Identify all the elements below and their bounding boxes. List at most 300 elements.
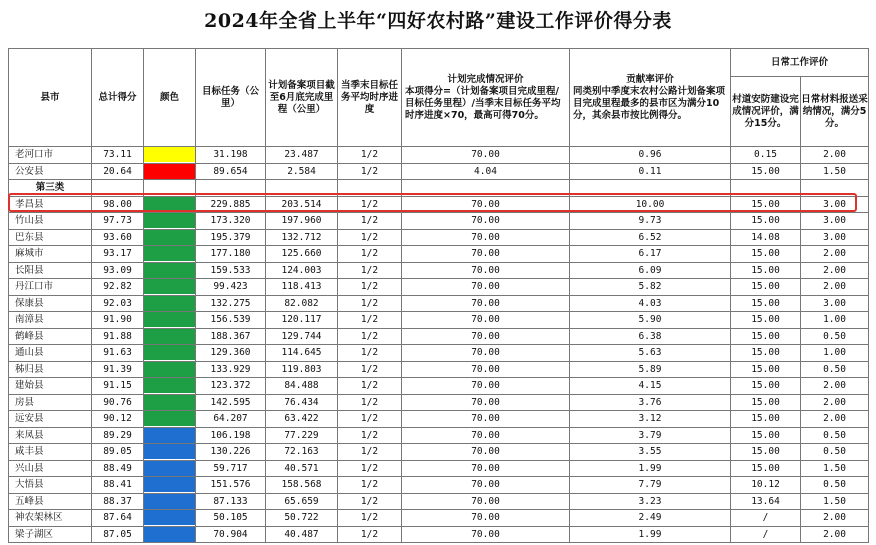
cell-total: 91.63 (92, 345, 144, 362)
color-swatch-fill (144, 510, 195, 525)
cell-material: 2.00 (801, 378, 869, 395)
table-row (9, 229, 869, 246)
cell-safety: 15.00 (731, 246, 801, 263)
header-plan-completion-desc: 本项得分=（计划备案项目完成里程/目标任务里程）/当季末目标任务平均时序进度×70，最高可得70分。 (405, 85, 561, 121)
cell-safety: / (731, 510, 801, 527)
cell-target: 156.539 (196, 312, 266, 329)
color-swatch-fill (144, 312, 195, 327)
cell-target: 151.576 (196, 477, 266, 494)
cell-done: 158.568 (266, 477, 338, 494)
cell-plan: 70.00 (402, 493, 570, 510)
cell-plan: 70.00 (402, 213, 570, 230)
cell-prog: 1/2 (338, 444, 402, 461)
cell-safety: 15.00 (731, 196, 801, 213)
cell-name: 通山县 (9, 345, 92, 362)
cell-plan: 4.04 (402, 163, 570, 180)
cell-plan: 70.00 (402, 394, 570, 411)
cell-name: 南漳县 (9, 312, 92, 329)
cell-prog: 1/2 (338, 477, 402, 494)
cell-safety: 15.00 (731, 460, 801, 477)
cell-prog: 1/2 (338, 196, 402, 213)
cell-done: 82.082 (266, 295, 338, 312)
cell-plan: 70.00 (402, 229, 570, 246)
cell-contrib: 4.15 (570, 378, 731, 395)
color-swatch (144, 526, 196, 543)
color-swatch-fill (144, 164, 195, 179)
section-row (9, 180, 869, 197)
cell-done: 132.712 (266, 229, 338, 246)
cell-material: 3.00 (801, 196, 869, 213)
cell-plan: 70.00 (402, 526, 570, 543)
cell-plan: 70.00 (402, 427, 570, 444)
cell-contrib: 0.11 (570, 163, 731, 180)
cell-prog: 1/2 (338, 411, 402, 428)
cell-prog: 1/2 (338, 493, 402, 510)
cell-contrib: 7.79 (570, 477, 731, 494)
cell-material: 0.50 (801, 361, 869, 378)
color-swatch-fill (144, 461, 195, 476)
cell-plan: 70.00 (402, 361, 570, 378)
cell-material: 3.00 (801, 213, 869, 230)
cell-name: 长阳县 (9, 262, 92, 279)
cell-total: 89.29 (92, 427, 144, 444)
color-swatch-fill (144, 494, 195, 509)
cell-contrib: 5.90 (570, 312, 731, 329)
color-swatch-fill (144, 213, 195, 228)
cell-target: 195.379 (196, 229, 266, 246)
table-header (9, 49, 869, 147)
cell-contrib: 3.23 (570, 493, 731, 510)
color-swatch-fill (144, 444, 195, 459)
cell-safety: 15.00 (731, 312, 801, 329)
cell-plan: 70.00 (402, 295, 570, 312)
cell-material: 2.00 (801, 411, 869, 428)
cell-safety: 15.00 (731, 279, 801, 296)
color-swatch-fill (144, 395, 195, 410)
cell-safety: / (731, 526, 801, 543)
cell-name: 大悟县 (9, 477, 92, 494)
cell-contrib: 4.03 (570, 295, 731, 312)
cell-target: 229.885 (196, 196, 266, 213)
color-swatch (144, 378, 196, 395)
table-row (9, 411, 869, 428)
cell-done: 197.960 (266, 213, 338, 230)
color-swatch-fill (144, 263, 195, 278)
cell-plan: 70.00 (402, 444, 570, 461)
cell-contrib: 0.96 (570, 147, 731, 164)
cell-done: 40.571 (266, 460, 338, 477)
cell-done: 2.584 (266, 163, 338, 180)
cell-safety: 15.00 (731, 361, 801, 378)
empty-cell (144, 180, 196, 197)
cell-safety: 15.00 (731, 328, 801, 345)
cell-target: 50.105 (196, 510, 266, 527)
cell-safety: 14.08 (731, 229, 801, 246)
header-quarter-progress: 当季末目标任务平均时序进度 (338, 49, 402, 147)
cell-name: 公安县 (9, 163, 92, 180)
cell-total: 98.00 (92, 196, 144, 213)
color-swatch (144, 213, 196, 230)
cell-plan: 70.00 (402, 312, 570, 329)
cell-done: 129.744 (266, 328, 338, 345)
cell-contrib: 6.38 (570, 328, 731, 345)
cell-material: 2.00 (801, 246, 869, 263)
cell-plan: 70.00 (402, 196, 570, 213)
cell-plan: 70.00 (402, 510, 570, 527)
cell-done: 72.163 (266, 444, 338, 461)
cell-material: 2.00 (801, 279, 869, 296)
cell-target: 106.198 (196, 427, 266, 444)
cell-target: 99.423 (196, 279, 266, 296)
cell-prog: 1/2 (338, 394, 402, 411)
header-plan-completion (402, 49, 570, 147)
cell-plan: 70.00 (402, 246, 570, 263)
table-row (9, 262, 869, 279)
cell-plan: 70.00 (402, 477, 570, 494)
color-swatch (144, 427, 196, 444)
cell-contrib: 3.76 (570, 394, 731, 411)
cell-contrib: 6.52 (570, 229, 731, 246)
color-swatch (144, 394, 196, 411)
cell-prog: 1/2 (338, 163, 402, 180)
cell-total: 20.64 (92, 163, 144, 180)
color-swatch (144, 345, 196, 362)
color-swatch (144, 163, 196, 180)
empty-cell (402, 180, 570, 197)
table-row (9, 196, 869, 213)
cell-prog: 1/2 (338, 279, 402, 296)
cell-contrib: 3.12 (570, 411, 731, 428)
color-swatch-fill (144, 246, 195, 261)
cell-done: 120.117 (266, 312, 338, 329)
header-target-task: 目标任务（公里） (196, 49, 266, 147)
cell-total: 92.82 (92, 279, 144, 296)
cell-target: 133.929 (196, 361, 266, 378)
cell-prog: 1/2 (338, 427, 402, 444)
cell-target: 188.367 (196, 328, 266, 345)
page-title: 2024年全省上半年“四好农村路”建设工作评价得分表 (204, 10, 672, 32)
cell-total: 88.41 (92, 477, 144, 494)
cell-done: 125.660 (266, 246, 338, 263)
cell-contrib: 6.17 (570, 246, 731, 263)
cell-name: 老河口市 (9, 147, 92, 164)
cell-safety: 0.15 (731, 147, 801, 164)
cell-safety: 13.64 (731, 493, 801, 510)
cell-name: 建始县 (9, 378, 92, 395)
cell-name: 丹江口市 (9, 279, 92, 296)
cell-safety: 15.00 (731, 213, 801, 230)
color-swatch (144, 312, 196, 329)
cell-total: 93.60 (92, 229, 144, 246)
table-row (9, 493, 869, 510)
color-swatch (144, 262, 196, 279)
color-swatch-fill (144, 329, 195, 344)
cell-material: 2.00 (801, 262, 869, 279)
cell-safety: 15.00 (731, 345, 801, 362)
cell-prog: 1/2 (338, 213, 402, 230)
cell-prog: 1/2 (338, 328, 402, 345)
cell-contrib: 1.99 (570, 526, 731, 543)
cell-total: 91.88 (92, 328, 144, 345)
cell-total: 93.17 (92, 246, 144, 263)
cell-target: 59.717 (196, 460, 266, 477)
cell-contrib: 3.79 (570, 427, 731, 444)
cell-plan: 70.00 (402, 345, 570, 362)
header-contribution-desc: 同类别中季度末农村公路计划备案项目完成里程最多的县市区为满分10分，其余县市按比例得分。 (573, 85, 726, 121)
cell-plan: 70.00 (402, 378, 570, 395)
color-swatch-fill (144, 147, 195, 162)
score-table (8, 48, 869, 543)
cell-done: 63.422 (266, 411, 338, 428)
cell-total: 89.05 (92, 444, 144, 461)
cell-contrib: 5.89 (570, 361, 731, 378)
cell-material: 2.00 (801, 526, 869, 543)
cell-material: 3.00 (801, 295, 869, 312)
cell-prog: 1/2 (338, 295, 402, 312)
cell-prog: 1/2 (338, 262, 402, 279)
cell-contrib: 10.00 (570, 196, 731, 213)
cell-target: 31.198 (196, 147, 266, 164)
cell-name: 孝昌县 (9, 196, 92, 213)
cell-contrib: 1.99 (570, 460, 731, 477)
cell-contrib: 2.49 (570, 510, 731, 527)
cell-target: 70.904 (196, 526, 266, 543)
cell-name: 保康县 (9, 295, 92, 312)
cell-target: 87.133 (196, 493, 266, 510)
color-swatch-fill (144, 362, 195, 377)
cell-total: 88.37 (92, 493, 144, 510)
empty-cell (570, 180, 731, 197)
cell-name: 五峰县 (9, 493, 92, 510)
table-row (9, 394, 869, 411)
header-daily-work: 日常工作评价 (731, 49, 869, 77)
cell-target: 89.654 (196, 163, 266, 180)
cell-target: 159.533 (196, 262, 266, 279)
cell-prog: 1/2 (338, 246, 402, 263)
cell-name: 竹山县 (9, 213, 92, 230)
table-row (9, 378, 869, 395)
color-swatch-fill (144, 230, 195, 245)
color-swatch-fill (144, 428, 195, 443)
cell-total: 73.11 (92, 147, 144, 164)
cell-total: 91.15 (92, 378, 144, 395)
cell-done: 40.487 (266, 526, 338, 543)
color-swatch (144, 510, 196, 527)
color-swatch-fill (144, 279, 195, 294)
table-row (9, 510, 869, 527)
cell-done: 23.487 (266, 147, 338, 164)
color-swatch (144, 246, 196, 263)
cell-prog: 1/2 (338, 526, 402, 543)
cell-target: 177.180 (196, 246, 266, 263)
cell-done: 203.514 (266, 196, 338, 213)
cell-name: 神农架林区 (9, 510, 92, 527)
color-swatch (144, 411, 196, 428)
cell-contrib: 5.82 (570, 279, 731, 296)
cell-safety: 15.00 (731, 411, 801, 428)
table-row (9, 361, 869, 378)
cell-plan: 70.00 (402, 279, 570, 296)
cell-target: 142.595 (196, 394, 266, 411)
table-row (9, 147, 869, 164)
cell-name: 巴东县 (9, 229, 92, 246)
empty-cell (92, 180, 144, 197)
cell-contrib: 5.63 (570, 345, 731, 362)
cell-material: 0.50 (801, 444, 869, 461)
table-row (9, 213, 869, 230)
cell-name: 咸丰县 (9, 444, 92, 461)
cell-target: 130.226 (196, 444, 266, 461)
cell-target: 123.372 (196, 378, 266, 395)
cell-total: 91.39 (92, 361, 144, 378)
header-county: 县市 (9, 49, 92, 147)
color-swatch-fill (144, 378, 195, 393)
cell-safety: 15.00 (731, 444, 801, 461)
cell-done: 77.229 (266, 427, 338, 444)
table-row (9, 328, 869, 345)
color-swatch-fill (144, 345, 195, 360)
cell-total: 97.73 (92, 213, 144, 230)
cell-name: 梁子湖区 (9, 526, 92, 543)
cell-contrib: 9.73 (570, 213, 731, 230)
color-swatch-fill (144, 477, 195, 492)
header-contribution (570, 49, 731, 147)
color-swatch (144, 493, 196, 510)
color-swatch (144, 477, 196, 494)
cell-material: 1.00 (801, 345, 869, 362)
cell-safety: 15.00 (731, 262, 801, 279)
color-swatch (144, 279, 196, 296)
cell-name: 秭归县 (9, 361, 92, 378)
cell-done: 124.003 (266, 262, 338, 279)
cell-prog: 1/2 (338, 312, 402, 329)
cell-plan: 70.00 (402, 460, 570, 477)
cell-done: 65.659 (266, 493, 338, 510)
empty-cell (196, 180, 266, 197)
cell-safety: 15.00 (731, 427, 801, 444)
cell-material: 1.50 (801, 493, 869, 510)
cell-done: 118.413 (266, 279, 338, 296)
table-row (9, 279, 869, 296)
cell-safety: 15.00 (731, 163, 801, 180)
table-row (9, 345, 869, 362)
cell-material: 2.00 (801, 147, 869, 164)
cell-material: 1.50 (801, 460, 869, 477)
cell-material: 0.50 (801, 427, 869, 444)
cell-done: 50.722 (266, 510, 338, 527)
cell-plan: 70.00 (402, 147, 570, 164)
cell-prog: 1/2 (338, 345, 402, 362)
color-swatch (144, 229, 196, 246)
cell-total: 90.76 (92, 394, 144, 411)
cell-target: 129.360 (196, 345, 266, 362)
cell-name: 鹤峰县 (9, 328, 92, 345)
header-material: 日常材料报送采纳情况，满分5分。 (801, 77, 869, 147)
cell-target: 132.275 (196, 295, 266, 312)
cell-plan: 70.00 (402, 262, 570, 279)
cell-material: 1.00 (801, 312, 869, 329)
cell-target: 64.207 (196, 411, 266, 428)
table-row (9, 427, 869, 444)
cell-prog: 1/2 (338, 510, 402, 527)
color-swatch (144, 196, 196, 213)
empty-cell (266, 180, 338, 197)
cell-target: 173.320 (196, 213, 266, 230)
cell-done: 114.645 (266, 345, 338, 362)
cell-name: 来凤县 (9, 427, 92, 444)
table-row (9, 312, 869, 329)
cell-material: 2.00 (801, 510, 869, 527)
table-row (9, 295, 869, 312)
table-row (9, 526, 869, 543)
color-swatch-fill (144, 197, 195, 212)
header-contribution-title: 贡献率评价 (626, 73, 674, 85)
header-safety: 村道安防建设完成情况评价，满分15分。 (731, 77, 801, 147)
cell-done: 84.488 (266, 378, 338, 395)
cell-total: 88.49 (92, 460, 144, 477)
cell-contrib: 3.55 (570, 444, 731, 461)
color-swatch-fill (144, 296, 195, 311)
cell-done: 76.434 (266, 394, 338, 411)
cell-material: 0.50 (801, 477, 869, 494)
cell-safety: 10.12 (731, 477, 801, 494)
table-body (9, 147, 869, 543)
table-row (9, 163, 869, 180)
cell-total: 92.03 (92, 295, 144, 312)
cell-name: 远安县 (9, 411, 92, 428)
cell-prog: 1/2 (338, 229, 402, 246)
header-total-score: 总计得分 (92, 49, 144, 147)
table-row (9, 246, 869, 263)
table-row (9, 460, 869, 477)
cell-name: 兴山县 (9, 460, 92, 477)
color-swatch (144, 328, 196, 345)
header-color: 颜色 (144, 49, 196, 147)
empty-cell (731, 180, 801, 197)
header-plan-completion-title: 计划完成情况评价 (447, 73, 524, 85)
cell-name: 麻城市 (9, 246, 92, 263)
cell-plan: 70.00 (402, 411, 570, 428)
color-swatch (144, 361, 196, 378)
cell-name: 房县 (9, 394, 92, 411)
color-swatch-fill (144, 527, 195, 542)
cell-total: 87.05 (92, 526, 144, 543)
cell-prog: 1/2 (338, 147, 402, 164)
color-swatch-fill (144, 411, 195, 426)
cell-total: 87.64 (92, 510, 144, 527)
empty-cell (338, 180, 402, 197)
table-row (9, 477, 869, 494)
color-swatch (144, 460, 196, 477)
header-planned-project: 计划备案项目截至6月底完成里程（公里） (266, 49, 338, 147)
color-swatch (144, 147, 196, 164)
cell-safety: 15.00 (731, 394, 801, 411)
cell-prog: 1/2 (338, 361, 402, 378)
cell-material: 3.00 (801, 229, 869, 246)
cell-done: 119.803 (266, 361, 338, 378)
color-swatch (144, 444, 196, 461)
cell-material: 1.50 (801, 163, 869, 180)
cell-safety: 15.00 (731, 295, 801, 312)
section-label: 第三类 (9, 180, 92, 197)
table-row (9, 444, 869, 461)
cell-total: 90.12 (92, 411, 144, 428)
color-swatch (144, 295, 196, 312)
cell-plan: 70.00 (402, 328, 570, 345)
empty-cell (801, 180, 869, 197)
cell-total: 91.90 (92, 312, 144, 329)
cell-contrib: 6.09 (570, 262, 731, 279)
